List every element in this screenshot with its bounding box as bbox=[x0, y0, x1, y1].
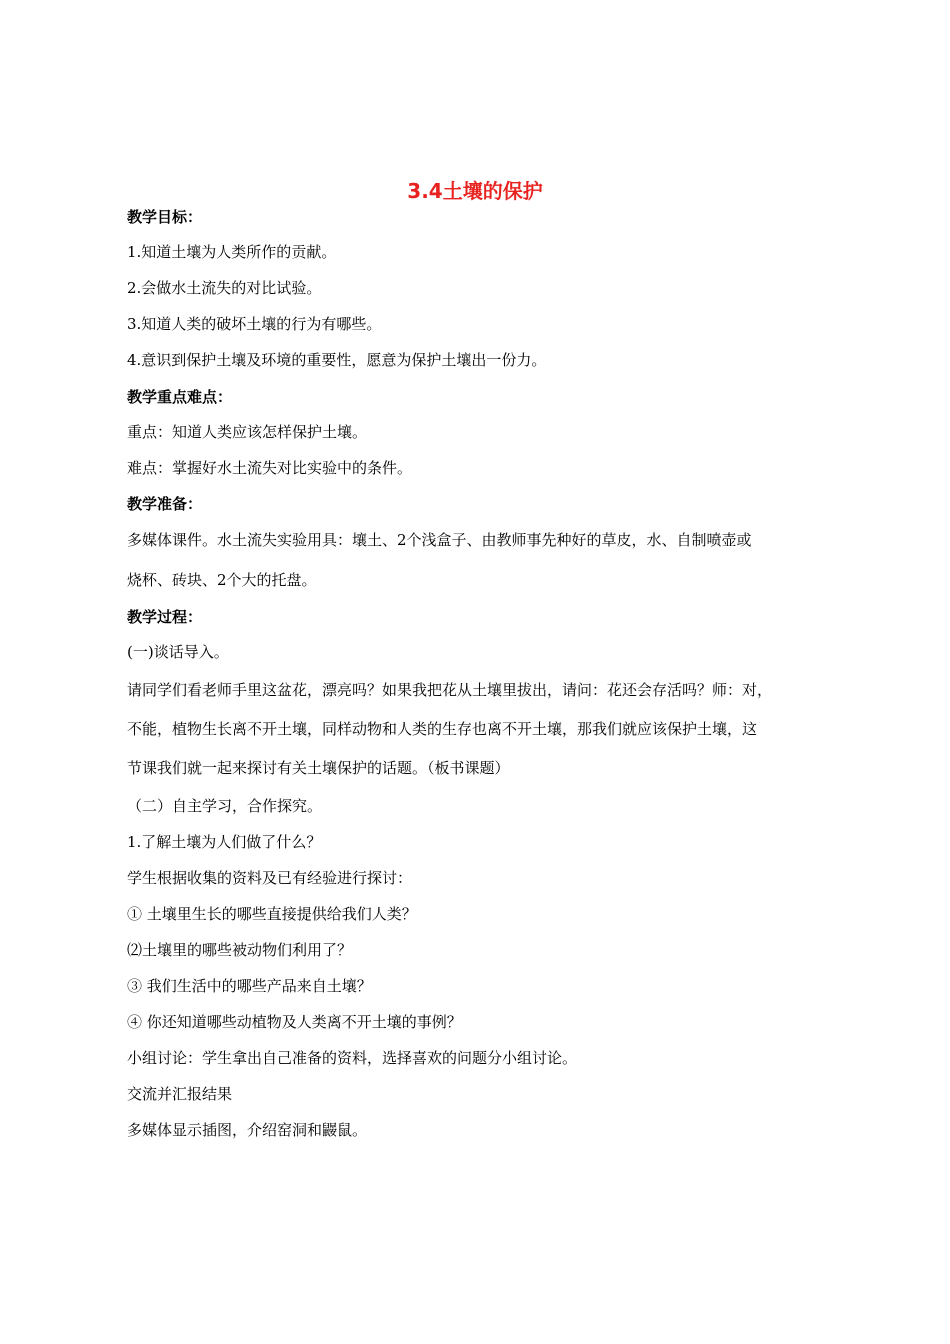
section2-title: （二）自主学习，合作探究。 bbox=[127, 797, 323, 815]
difficult-point: 难点：掌握好水土流失对比实验中的条件。 bbox=[127, 459, 413, 477]
objective-item: 4.意识到保护土壤及环境的重要性，愿意为保护土壤出一份力。 bbox=[127, 351, 547, 369]
section1-line: 不能，植物生长离不开土壤，同样动物和人类的生存也离不开土壤，那我们就应该保护土壤，这 bbox=[127, 720, 758, 738]
key-point: 重点：知道人类应该怎样保护土壤。 bbox=[127, 423, 368, 441]
question-item: ③ 我们生活中的哪些产品来自土壤？ bbox=[127, 977, 372, 995]
process-heading: 教学过程： bbox=[127, 608, 203, 626]
document-title: 3.4土壤的保护 bbox=[407, 179, 543, 203]
section1-line: 请同学们看老师手里这盆花，漂亮吗？如果我把花从土壤里拔出，请问：花还会存活吗？师：对， bbox=[127, 681, 773, 699]
section1-line: 节课我们就一起来探讨有关土壤保护的话题。（板书课题） bbox=[127, 759, 510, 777]
preparation-line: 烧杯、砖块、2个大的托盘。 bbox=[127, 571, 317, 589]
item1-title: 1.了解土壤为人们做了什么？ bbox=[127, 833, 322, 851]
report-line: 交流并汇报结果 bbox=[127, 1085, 233, 1103]
key-points-heading: 教学重点难点： bbox=[127, 388, 233, 406]
objectives-heading: 教学目标： bbox=[127, 208, 203, 226]
item1-intro: 学生根据收集的资料及已有经验进行探讨： bbox=[127, 869, 413, 887]
section1-title: (一)谈话导入。 bbox=[127, 643, 229, 661]
question-item: ⑵土壤里的哪些被动物们利用了？ bbox=[127, 941, 353, 959]
objective-item: 2.会做水土流失的对比试验。 bbox=[127, 279, 322, 297]
preparation-heading: 教学准备： bbox=[127, 495, 203, 513]
multimedia-line: 多媒体显示插图，介绍窑洞和鼹鼠。 bbox=[127, 1121, 368, 1139]
question-item: ① 土壤里生长的哪些直接提供给我们人类？ bbox=[127, 905, 417, 923]
objective-item: 1.知道土壤为人类所作的贡献。 bbox=[127, 243, 337, 261]
question-item: ④ 你还知道哪些动植物及人类离不开土壤的事例？ bbox=[127, 1013, 462, 1031]
objective-item: 3.知道人类的破坏土壤的行为有哪些。 bbox=[127, 315, 382, 333]
preparation-line: 多媒体课件。水土流失实验用具：壤土、2个浅盒子、由教师事先种好的草皮，水、自制喷壶或 bbox=[127, 531, 752, 549]
group-discussion: 小组讨论：学生拿出自己准备的资料，选择喜欢的问题分小组讨论。 bbox=[127, 1049, 578, 1067]
